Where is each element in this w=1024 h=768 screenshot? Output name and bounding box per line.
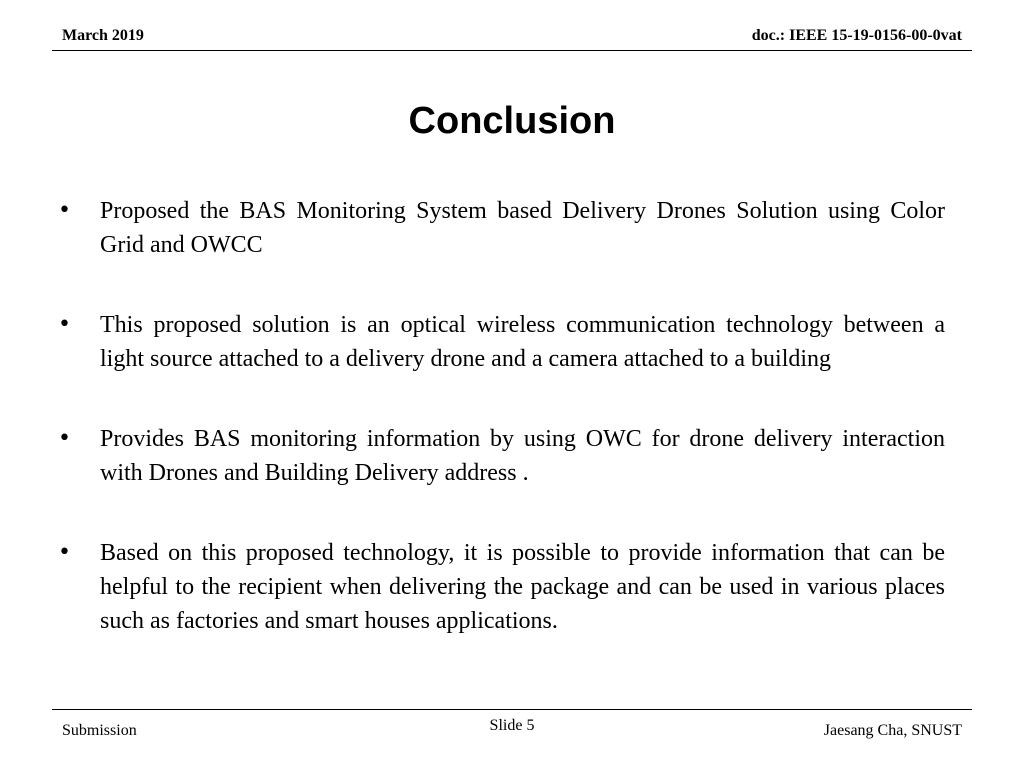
bullet-text: Proposed the BAS Monitoring System based Delivery Drones Solution using Color Grid and OWCC [100,198,945,258]
footer-author: Jaesang Cha, SNUST [823,722,962,739]
footer-submission: Submission [62,722,137,739]
slide-title: Conclusion [408,100,616,142]
header-date: March 2019 [62,27,144,44]
bullet-icon: • [58,426,71,451]
footer-rule [52,709,972,710]
bullet-icon: • [58,540,71,565]
bullet-text: Based on this proposed technology, it is possible to provide information that can be helpful to the recipient when delivering the package and can be used in various places such as factories and smart houses applications. [100,540,945,634]
bullet-icon: • [58,312,71,337]
slide-number: Slide 5 [489,717,535,734]
bullet-item [58,422,945,490]
header-rule [52,50,972,51]
bullet-text: Provides BAS monitoring information by using OWC for drone delivery interaction with Drones and Building Delivery address . [100,426,945,486]
bullet-icon: • [58,198,71,223]
header-doc-id: doc.: IEEE 15-19-0156-00-0vat [751,27,962,44]
bullet-item [58,194,945,262]
bullet-item [58,536,945,638]
bullet-item [58,308,945,376]
bullet-text: This proposed solution is an optical wireless communication technology between a light source attached to a delivery drone and a camera attached to a building [100,312,945,372]
bullet-list [58,194,945,638]
